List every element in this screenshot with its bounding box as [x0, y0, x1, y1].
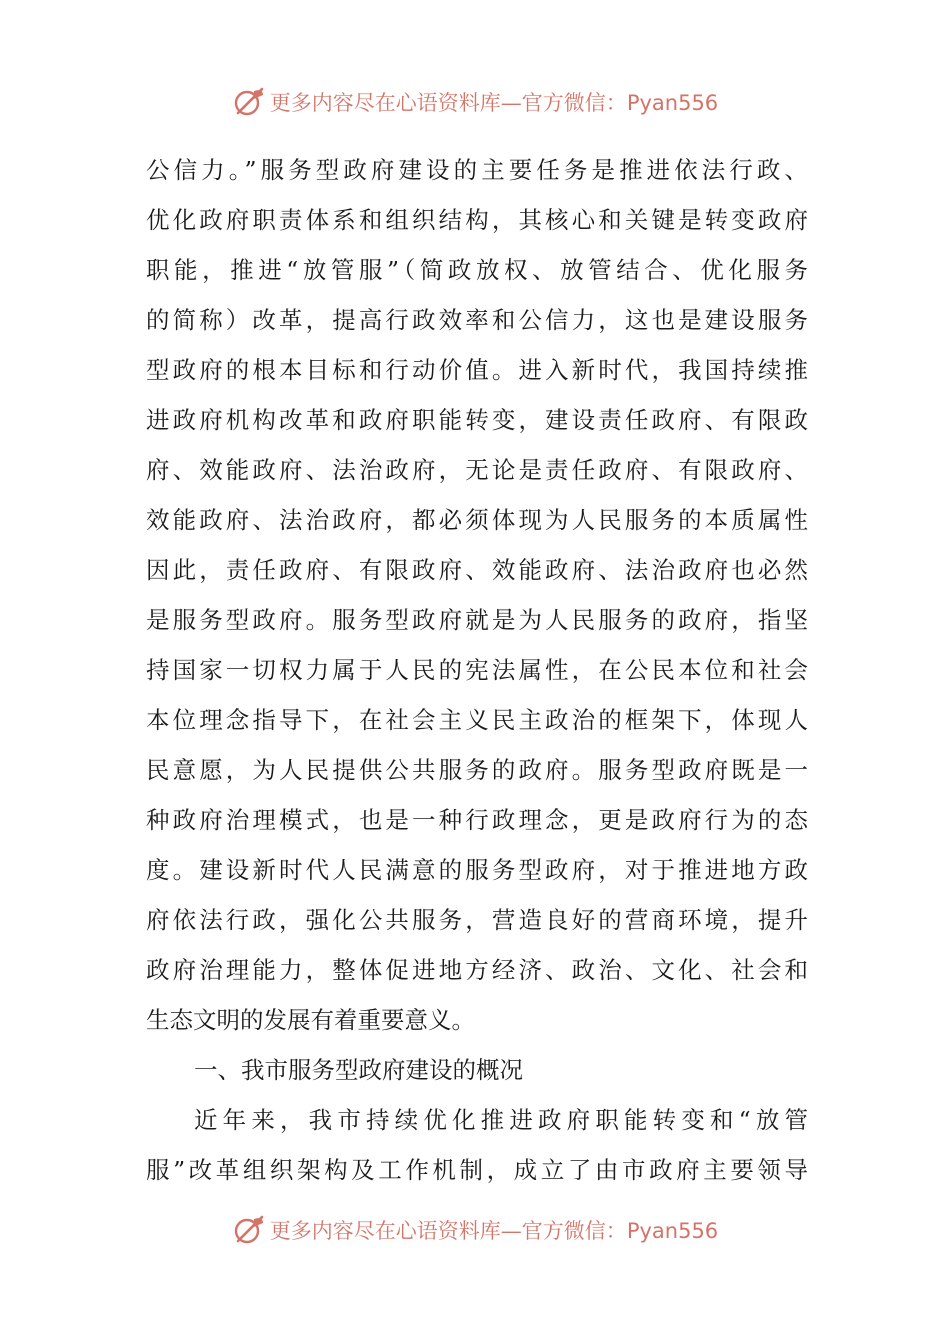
watermark-wechat-id: Pyan556	[626, 91, 719, 115]
body-line: 府依法行政，强化公共服务，营造良好的营商环境，提升	[146, 906, 808, 934]
watermark-wechat-id: Pyan556	[626, 1219, 719, 1243]
watermark-label: 更多内容尽在心语资料库—官方微信：	[269, 91, 627, 115]
body-line: 府、效能政府、法治政府，无论是责任政府、有限政府、	[146, 456, 808, 484]
body-line: 的简称）改革，提高行政效率和公信力，这也是建设服务	[146, 306, 808, 334]
body-line: 效能政府、法治政府，都必须体现为人民服务的本质属性	[146, 506, 808, 534]
quill-pen-circle-icon	[232, 1213, 266, 1247]
watermark-banner-top	[0, 82, 950, 122]
body-line: 型政府的根本目标和行动价值。进入新时代，我国持续推	[146, 356, 808, 384]
watermark-text	[270, 87, 718, 117]
quill-pen-circle-icon	[232, 85, 266, 119]
document-body	[146, 145, 808, 1195]
body-line: 是服务型政府。服务型政府就是为人民服务的政府，指坚	[146, 606, 808, 634]
watermark-text	[270, 1215, 718, 1245]
body-line: 持国家一切权力属于人民的宪法属性，在公民本位和社会	[146, 656, 808, 684]
body-line: 生态文明的发展有着重要意义。	[146, 1006, 475, 1034]
body-line: 本位理念指导下，在社会主义民主政治的框架下，体现人	[146, 706, 808, 734]
body-line: 职能，推进“放管服”（简政放权、放管结合、优化服务	[146, 256, 808, 284]
section-heading: 一、我市服务型政府建设的概况	[194, 1056, 523, 1084]
body-line: 度。建设新时代人民满意的服务型政府，对于推进地方政	[146, 856, 808, 884]
watermark-banner-bottom	[0, 1210, 950, 1250]
section-line: 服”改革组织架构及工作机制，成立了由市政府主要领导	[146, 1156, 808, 1184]
body-line: 种政府治理模式，也是一种行政理念，更是政府行为的态	[146, 806, 808, 834]
body-line: 优化政府职责体系和组织结构，其核心和关键是转变政府	[146, 206, 808, 234]
section-line: 近年来，我市持续优化推进政府职能转变和“放管	[194, 1106, 808, 1134]
body-line: 因此，责任政府、有限政府、效能政府、法治政府也必然	[146, 556, 808, 584]
body-line: 民意愿，为人民提供公共服务的政府。服务型政府既是一	[146, 756, 808, 784]
body-line: 公信力。”服务型政府建设的主要任务是推进依法行政、	[146, 156, 808, 184]
body-line: 政府治理能力，整体促进地方经济、政治、文化、社会和	[146, 956, 808, 984]
watermark-label: 更多内容尽在心语资料库—官方微信：	[269, 1219, 627, 1243]
body-line: 进政府机构改革和政府职能转变，建设责任政府、有限政	[146, 406, 808, 434]
